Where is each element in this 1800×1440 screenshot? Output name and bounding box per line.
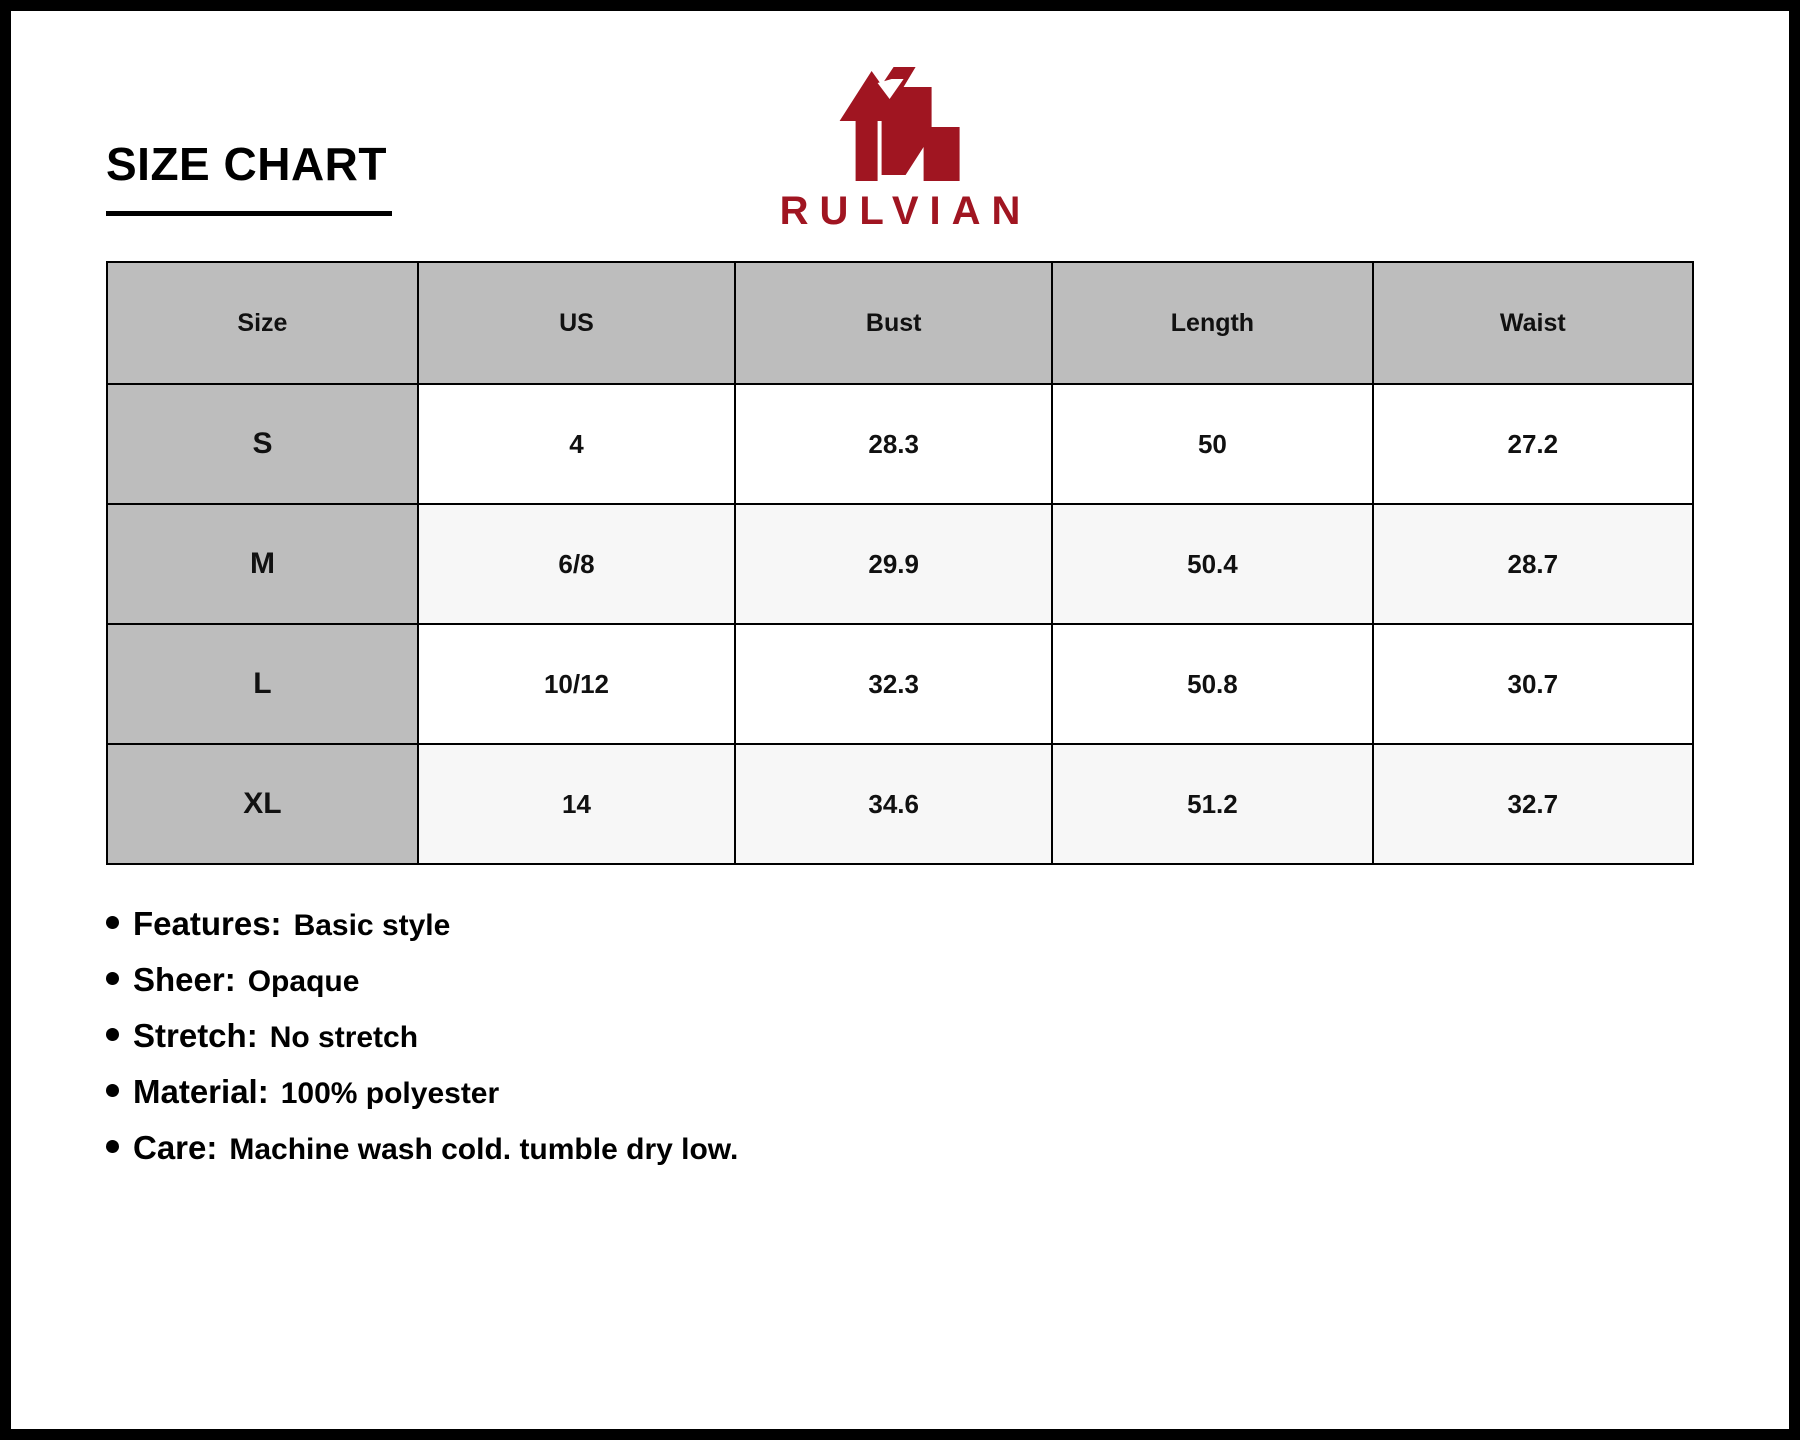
brand-name: RULVIAN bbox=[779, 189, 1032, 233]
bullet-icon bbox=[106, 1140, 119, 1153]
cell-bust: 32.3 bbox=[735, 624, 1052, 744]
list-item bbox=[106, 905, 1694, 943]
spec-label: Features: bbox=[133, 905, 282, 942]
cell-size: XL bbox=[107, 744, 418, 864]
bullet-icon bbox=[106, 972, 119, 985]
table-header-row bbox=[107, 262, 1693, 384]
product-specs-list bbox=[106, 905, 1694, 1167]
title-underline bbox=[106, 211, 392, 216]
cell-waist: 28.7 bbox=[1373, 504, 1693, 624]
spec-label: Material: bbox=[133, 1073, 269, 1110]
page-title: SIZE CHART bbox=[106, 138, 387, 190]
spec-value: Machine wash cold. tumble dry low. bbox=[229, 1133, 739, 1166]
cell-length: 50.8 bbox=[1052, 624, 1372, 744]
cell-us: 10/12 bbox=[418, 624, 735, 744]
brand-logo bbox=[769, 63, 1032, 231]
cell-us: 6/8 bbox=[418, 504, 735, 624]
cell-us: 14 bbox=[418, 744, 735, 864]
cell-us: 4 bbox=[418, 384, 735, 504]
table-row bbox=[107, 624, 1693, 744]
cell-bust: 34.6 bbox=[735, 744, 1052, 864]
table-header bbox=[107, 262, 1693, 384]
spec-value: Basic style bbox=[293, 909, 451, 942]
cell-size: L bbox=[107, 624, 418, 744]
cell-size: M bbox=[107, 504, 418, 624]
list-item bbox=[106, 1073, 1694, 1111]
spec-label: Care: bbox=[133, 1129, 218, 1166]
column-header-us: US bbox=[418, 262, 735, 384]
table-row bbox=[107, 744, 1693, 864]
cell-bust: 29.9 bbox=[735, 504, 1052, 624]
spec-value: 100% polyester bbox=[280, 1077, 500, 1110]
list-item bbox=[106, 961, 1694, 999]
rulvian-r-monogram-icon bbox=[820, 63, 980, 183]
page-content bbox=[11, 11, 1789, 1429]
cell-waist: 27.2 bbox=[1373, 384, 1693, 504]
bullet-icon bbox=[106, 916, 119, 929]
list-item bbox=[106, 1017, 1694, 1055]
cell-waist: 30.7 bbox=[1373, 624, 1693, 744]
column-header-size: Size bbox=[107, 262, 418, 384]
list-item bbox=[106, 1129, 1694, 1167]
bullet-icon bbox=[106, 1084, 119, 1097]
spec-label: Stretch: bbox=[133, 1017, 258, 1054]
size-chart-table bbox=[106, 261, 1694, 865]
spec-label: Sheer: bbox=[133, 961, 236, 998]
spec-value: Opaque bbox=[247, 965, 360, 998]
cell-bust: 28.3 bbox=[735, 384, 1052, 504]
page-header bbox=[106, 11, 1694, 261]
table-body bbox=[107, 384, 1693, 864]
cell-length: 50.4 bbox=[1052, 504, 1372, 624]
cell-size: S bbox=[107, 384, 418, 504]
table-row bbox=[107, 504, 1693, 624]
cell-length: 51.2 bbox=[1052, 744, 1372, 864]
table-row bbox=[107, 384, 1693, 504]
cell-waist: 32.7 bbox=[1373, 744, 1693, 864]
title-block bbox=[106, 138, 392, 216]
spec-value: No stretch bbox=[269, 1021, 419, 1054]
cell-length: 50 bbox=[1052, 384, 1372, 504]
column-header-bust: Bust bbox=[735, 262, 1052, 384]
column-header-waist: Waist bbox=[1373, 262, 1693, 384]
column-header-length: Length bbox=[1052, 262, 1372, 384]
bullet-icon bbox=[106, 1028, 119, 1041]
